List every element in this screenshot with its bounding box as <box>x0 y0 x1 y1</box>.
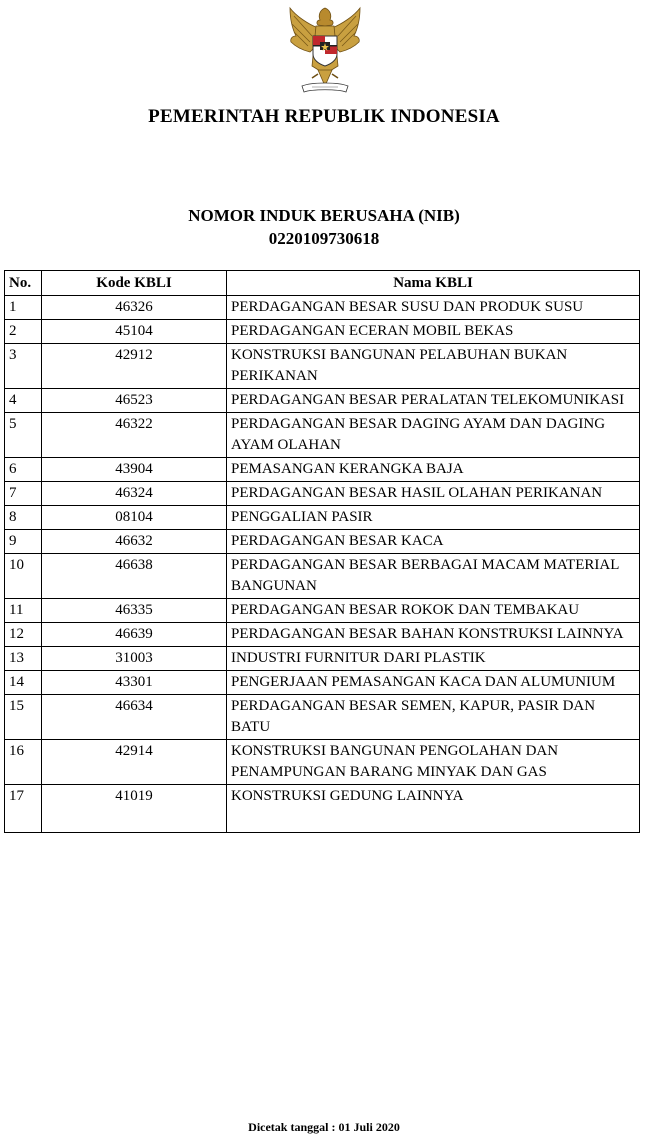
table-row <box>5 599 640 623</box>
row-kode-kbli: 46639 <box>42 623 227 647</box>
row-kode-kbli: 46634 <box>42 695 227 740</box>
row-kode-kbli: 46523 <box>42 389 227 413</box>
nib-heading <box>0 204 648 250</box>
row-no: 2 <box>5 320 42 344</box>
table-row <box>5 647 640 671</box>
row-kode-kbli: 42912 <box>42 344 227 389</box>
row-kode-kbli: 42914 <box>42 740 227 785</box>
garuda-emblem-icon <box>282 6 368 96</box>
row-nama-kbli: PERDAGANGAN ECERAN MOBIL BEKAS <box>227 320 640 344</box>
row-kode-kbli: 43301 <box>42 671 227 695</box>
government-title: PEMERINTAH REPUBLIK INDONESIA <box>148 106 500 127</box>
table-row <box>5 458 640 482</box>
row-no: 10 <box>5 554 42 599</box>
column-header-no: No. <box>5 271 42 296</box>
row-no: 16 <box>5 740 42 785</box>
table-row <box>5 554 640 599</box>
row-no: 1 <box>5 296 42 320</box>
table-row <box>5 530 640 554</box>
row-no: 17 <box>5 785 42 833</box>
row-nama-kbli: KONSTRUKSI BANGUNAN PENGOLAHAN DAN PENAMPUNGAN BARANG MINYAK DAN GAS <box>227 740 640 785</box>
table-row <box>5 413 640 458</box>
row-kode-kbli: 08104 <box>42 506 227 530</box>
row-kode-kbli: 45104 <box>42 320 227 344</box>
table-row <box>5 320 640 344</box>
row-nama-kbli: PERDAGANGAN BESAR HASIL OLAHAN PERIKANAN <box>227 482 640 506</box>
row-nama-kbli: KONSTRUKSI BANGUNAN PELABUHAN BUKAN PERIKANAN <box>227 344 640 389</box>
row-nama-kbli: PEMASANGAN KERANGKA BAJA <box>227 458 640 482</box>
row-no: 11 <box>5 599 42 623</box>
row-kode-kbli: 46324 <box>42 482 227 506</box>
row-nama-kbli: INDUSTRI FURNITUR DARI PLASTIK <box>227 647 640 671</box>
print-date: Dicetak tanggal : 01 Juli 2020 <box>248 1120 400 1134</box>
row-kode-kbli: 46326 <box>42 296 227 320</box>
row-nama-kbli: PERDAGANGAN BESAR PERALATAN TELEKOMUNIKASI <box>227 389 640 413</box>
row-nama-kbli: PERDAGANGAN BESAR BERBAGAI MACAM MATERIAL BANGUNAN <box>227 554 640 599</box>
row-no: 13 <box>5 647 42 671</box>
row-no: 4 <box>5 389 42 413</box>
row-nama-kbli: PENGERJAAN PEMASANGAN KACA DAN ALUMUNIUM <box>227 671 640 695</box>
table-row <box>5 740 640 785</box>
table-row <box>5 296 640 320</box>
column-header-kode-kbli: Kode KBLI <box>42 271 227 296</box>
row-nama-kbli: PENGGALIAN PASIR <box>227 506 640 530</box>
table-row <box>5 344 640 389</box>
row-kode-kbli: 41019 <box>42 785 227 833</box>
row-kode-kbli: 31003 <box>42 647 227 671</box>
row-kode-kbli: 46322 <box>42 413 227 458</box>
column-header-nama-kbli: Nama KBLI <box>227 271 640 296</box>
table-row <box>5 506 640 530</box>
nib-number: 0220109730618 <box>268 229 380 248</box>
table-row <box>5 482 640 506</box>
row-kode-kbli: 46335 <box>42 599 227 623</box>
table-row <box>5 389 640 413</box>
table-row <box>5 623 640 647</box>
row-nama-kbli: KONSTRUKSI GEDUNG LAINNYA <box>227 785 640 833</box>
row-no: 5 <box>5 413 42 458</box>
row-no: 15 <box>5 695 42 740</box>
row-kode-kbli: 43904 <box>42 458 227 482</box>
row-kode-kbli: 46638 <box>42 554 227 599</box>
row-no: 8 <box>5 506 42 530</box>
row-nama-kbli: PERDAGANGAN BESAR BAHAN KONSTRUKSI LAINNYA <box>227 623 640 647</box>
row-no: 14 <box>5 671 42 695</box>
row-nama-kbli: PERDAGANGAN BESAR ROKOK DAN TEMBAKAU <box>227 599 640 623</box>
row-no: 6 <box>5 458 42 482</box>
document-title: NOMOR INDUK BERUSAHA (NIB) <box>188 206 460 225</box>
row-no: 3 <box>5 344 42 389</box>
row-nama-kbli: PERDAGANGAN BESAR SEMEN, KAPUR, PASIR DAN BATU <box>227 695 640 740</box>
table-header-row <box>5 271 640 296</box>
kbli-table <box>4 270 640 833</box>
row-no: 7 <box>5 482 42 506</box>
row-kode-kbli: 46632 <box>42 530 227 554</box>
table-row <box>5 671 640 695</box>
row-no: 12 <box>5 623 42 647</box>
row-nama-kbli: PERDAGANGAN BESAR DAGING AYAM DAN DAGING AYAM OLAHAN <box>227 413 640 458</box>
row-nama-kbli: PERDAGANGAN BESAR SUSU DAN PRODUK SUSU <box>227 296 640 320</box>
table-row <box>5 695 640 740</box>
row-no: 9 <box>5 530 42 554</box>
row-nama-kbli: PERDAGANGAN BESAR KACA <box>227 530 640 554</box>
table-row <box>5 785 640 833</box>
